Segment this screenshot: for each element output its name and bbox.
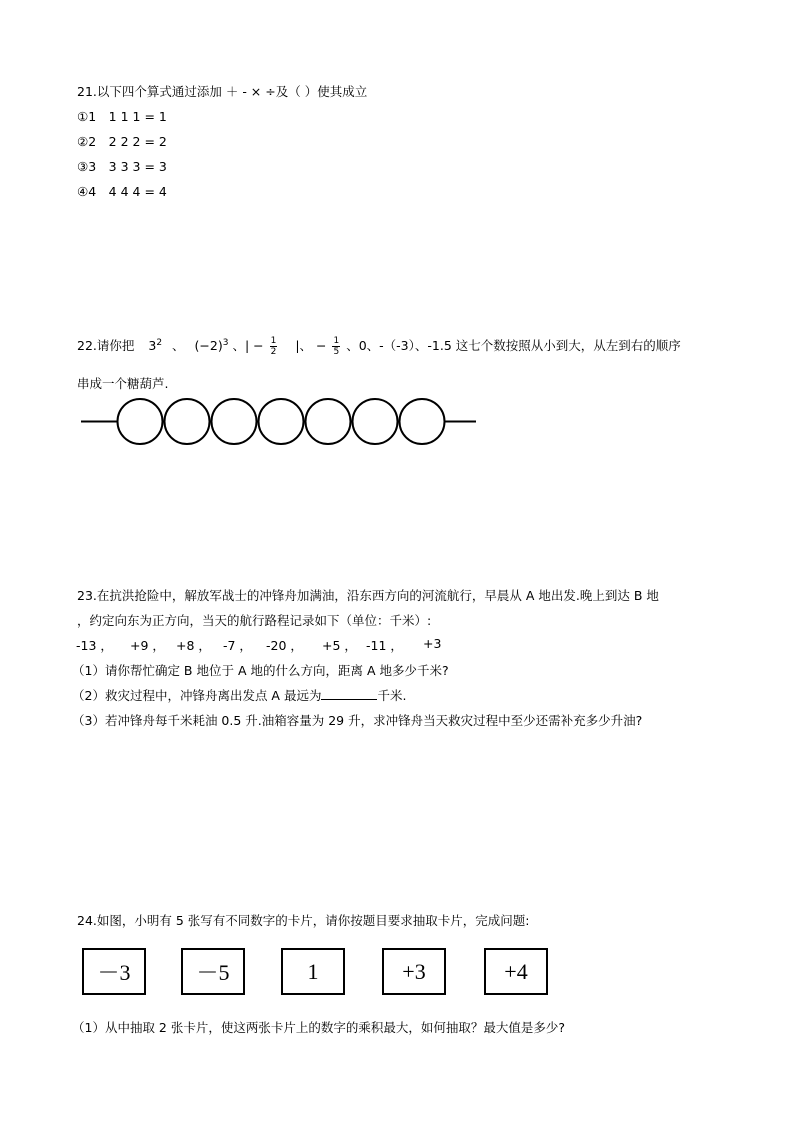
q22-term-2: $(-2)^3$ — [194, 337, 229, 353]
q23-value: -13 ， — [76, 638, 113, 653]
q22-term-1: $3^2$ — [148, 337, 163, 353]
q23-sub1: （1）请你帮忙确定 B 地位于 A 地的什么方向，距离 A 地多少千米? — [72, 663, 449, 678]
q22-term-3-pre: 、| − — [232, 338, 264, 353]
number-card: +3 — [382, 948, 446, 995]
q22-prompt — [77, 336, 681, 357]
q23-sub2 — [72, 686, 406, 704]
q23-sub3: （3）若冲锋舟每千米耗油 0.5 升.油箱容量为 29 升，求冲锋舟当天救灾过程中至少还需补充多少升油? — [72, 713, 643, 728]
answer-circle[interactable] — [353, 399, 398, 444]
q22-fraction-half: $\frac{1}{2}$ — [270, 336, 277, 357]
q23-sub2-post: 千米. — [377, 688, 407, 703]
q24-sub1: （1）从中抽取 2 张卡片，使这两张卡片上的数字的乘积最大，如何抽取？最大值是多少? — [72, 1020, 565, 1035]
q23-line1: 23.在抗洪抢险中，解放军战士的冲锋舟加满油，沿东西方向的河流航行，早晨从 A 地出发.晚上到达 B 地 — [77, 588, 659, 603]
q21-item-2: ②2 2 2 2 = 2 — [77, 134, 167, 149]
candied-haws-diagram — [78, 396, 480, 448]
q24-title: 24.如图，小明有 5 张写有不同数字的卡片，请你按题目要求抽取卡片，完成问题: — [77, 913, 530, 928]
q23-value: +8 ， — [176, 638, 211, 653]
answer-blank[interactable] — [321, 688, 377, 700]
number-card: 1 — [281, 948, 345, 995]
q23-value: +9 ， — [130, 638, 165, 653]
q23-value: -20 ， — [266, 638, 303, 653]
answer-circle[interactable] — [118, 399, 163, 444]
answer-circle[interactable] — [212, 399, 257, 444]
number-card: －3 — [82, 948, 146, 995]
q23-value: +3 — [423, 636, 442, 651]
q23-value: -11 ， — [366, 638, 403, 653]
q22-term-3-post: |、 − — [295, 338, 327, 353]
q23-line2: ，约定向东为正方向，当天的航行路程记录如下（单位：千米）: — [77, 613, 432, 628]
q23-value: +5 ， — [322, 638, 357, 653]
answer-circle[interactable] — [306, 399, 351, 444]
answer-circle[interactable] — [259, 399, 304, 444]
q22-fraction-fifth: $\frac{1}{5}$ — [333, 336, 340, 357]
q21-title: 21.以下四个算式通过添加 ＋ - × ÷及（ ）使其成立 — [77, 84, 368, 99]
q21-item-1: ①1 1 1 1 = 1 — [77, 109, 167, 124]
q21-item-4: ④4 4 4 4 = 4 — [77, 184, 167, 199]
answer-circle[interactable] — [400, 399, 445, 444]
answer-circle[interactable] — [165, 399, 210, 444]
q22-prefix: 22.请你把 — [77, 338, 135, 353]
q21-item-3: ③3 3 3 3 = 3 — [77, 159, 167, 174]
number-card: +4 — [484, 948, 548, 995]
q23-value: -7 ， — [223, 638, 252, 653]
number-card: －5 — [181, 948, 245, 995]
q22-line2: 串成一个糖葫芦. — [77, 376, 169, 391]
q23-sub2-pre: （2）救灾过程中，冲锋舟离出发点 A 最远为 — [72, 688, 322, 703]
q22-suffix: 、0、-（-3）、-1.5 这七个数按照从小到大，从左到右的顺序 — [346, 338, 681, 353]
q22-sep: 、 — [172, 338, 185, 353]
